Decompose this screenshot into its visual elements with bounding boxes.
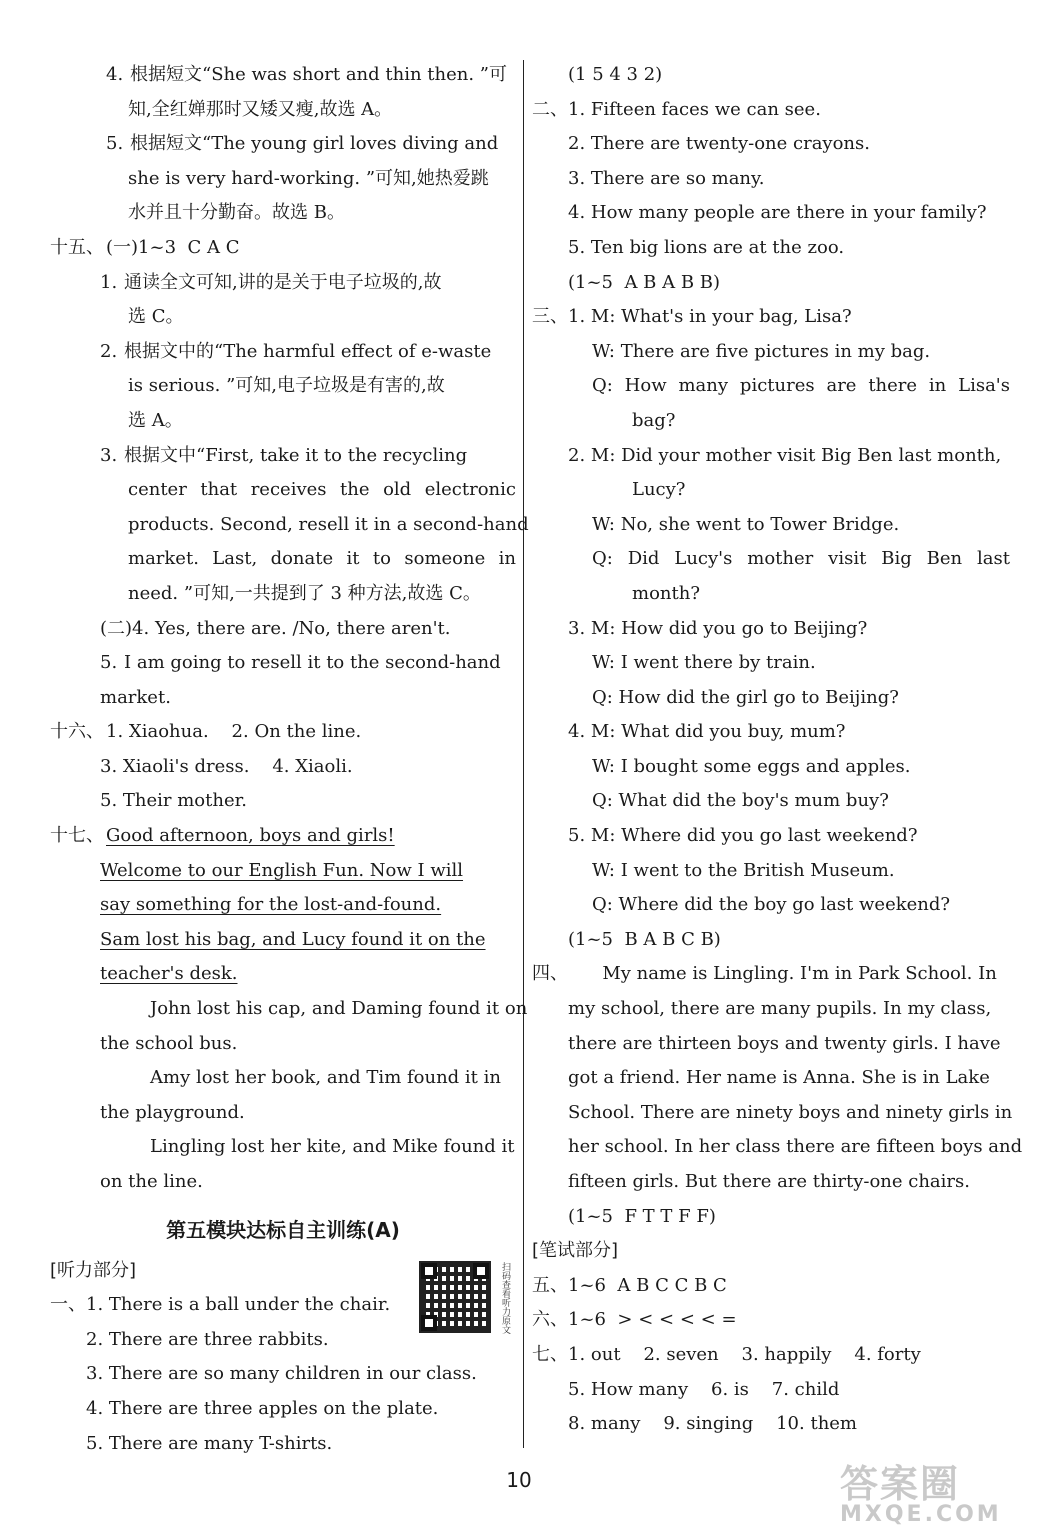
answer-line	[532, 369, 1010, 404]
line-text: (1~5 A B A B B)	[568, 271, 721, 293]
item-label: 4.	[106, 64, 124, 85]
answer-line	[50, 93, 516, 128]
line-text: got a friend. Her name is Anna. She is in Lake	[568, 1067, 990, 1089]
watermark-line2: MXQE.COM	[840, 1502, 1002, 1527]
answer-line	[532, 93, 1010, 128]
line-text: School. There are ninety boys and ninety girls in	[568, 1101, 1013, 1123]
line-text: there are thirteen boys and twenty girls. I have	[568, 1032, 1001, 1054]
line-text: need. ”可知,一共提到了 3 种方法,故选 C。	[128, 582, 481, 604]
line-text: is serious. ”可知,电子垃圾是有害的,故	[128, 375, 445, 397]
line-text: 4. How many people are there in your family?	[568, 202, 987, 224]
line-text: 3. There are so many.	[568, 167, 765, 189]
answer-line	[532, 266, 1010, 301]
line-text: W: I bought some eggs and apples.	[592, 755, 911, 777]
line-text: fifteen girls. But there are thirty-one chairs.	[568, 1171, 970, 1192]
line-text: 3. Xiaoli's dress. 4. Xiaoli.	[100, 755, 353, 777]
line-text: teacher's desk.	[100, 963, 238, 985]
answer-line	[50, 369, 516, 404]
answer-line	[50, 231, 516, 266]
answer-line	[532, 1338, 1010, 1373]
right-column	[532, 58, 1023, 1442]
line-text: she is very hard-working. ”可知,她热爱跳	[128, 167, 489, 189]
line-text: (一)1~3 C A C	[106, 236, 240, 258]
answer-line	[532, 923, 1010, 958]
answer-line	[50, 715, 516, 750]
line-text: John lost his cap, and Daming found it on	[150, 998, 528, 1020]
left-column	[50, 58, 529, 1461]
line-text: bag?	[632, 409, 676, 431]
answer-line	[532, 542, 1010, 577]
section-title: 第五模块达标自主训练(A)	[166, 1217, 400, 1242]
line-text: 通读全文可知,讲的是关于电子垃圾的,故	[124, 271, 442, 293]
answer-line	[532, 196, 1010, 231]
line-text: 5. Their mother.	[100, 790, 247, 812]
column-divider	[523, 60, 524, 1448]
answer-line	[532, 1061, 1010, 1096]
listening-line	[50, 1392, 516, 1427]
listening-line	[50, 1427, 516, 1462]
answer-line	[50, 404, 516, 439]
answer-line	[50, 300, 516, 335]
line-text: 3. M: How did you go to Beijing?	[568, 617, 868, 639]
answer-line	[50, 784, 516, 819]
line-text: the school bus.	[100, 1032, 238, 1054]
item-label: 3.	[100, 444, 118, 466]
line-text: 1. There is a ball under the chair.	[86, 1294, 391, 1316]
line-text: market. Last, donate it to someone in	[128, 548, 516, 570]
answer-line	[50, 127, 516, 162]
line-text: Q: How many pictures are there in Lisa's	[592, 375, 1010, 397]
answer-line	[532, 646, 1010, 681]
answer-line	[532, 1130, 1023, 1165]
line-text: 2. There are twenty-one crayons.	[568, 133, 870, 155]
item-label: 十五、	[50, 236, 104, 258]
answer-line	[532, 1303, 1010, 1338]
answer-line	[532, 473, 1010, 508]
answer-line	[50, 162, 516, 197]
line-text: 4. M: What did you buy, mum?	[568, 721, 846, 743]
answer-line	[50, 819, 516, 854]
line-text: W: I went to the British Museum.	[592, 859, 895, 881]
answer-line	[50, 888, 516, 923]
line-text: Q: Did Lucy's mother visit Big Ben last	[592, 548, 1010, 570]
line-text: Q: How did the girl go to Beijing?	[592, 686, 899, 708]
answer-line	[50, 196, 516, 231]
qr-code-icon[interactable]	[419, 1261, 491, 1333]
line-text: 3. There are so many children in our class.	[86, 1363, 477, 1385]
answer-line	[532, 577, 1010, 612]
line-text: on the line.	[100, 1171, 203, 1192]
line-text: 1. M: What's in your bag, Lisa?	[568, 306, 852, 328]
line-text: say something for the lost-and-found.	[100, 894, 442, 916]
answer-line	[532, 1027, 1010, 1062]
line-text: Lingling lost her kite, and Mike found it	[150, 1136, 515, 1158]
item-label: 五、	[532, 1274, 568, 1296]
answer-line	[50, 58, 516, 93]
line-text: 2. M: Did your mother visit Big Ben last month,	[568, 444, 1002, 466]
line-text: Welcome to our English Fun. Now I will	[100, 859, 464, 881]
line-text: 1~6 A B C C B C	[568, 1274, 727, 1296]
answer-line	[532, 58, 1010, 93]
line-text: (二)4. Yes, there are. /No, there aren't.	[100, 617, 451, 639]
answer-line	[50, 1130, 516, 1165]
line-text: 5. There are many T-shirts.	[86, 1432, 333, 1454]
line-text: 根据文中“First, take it to the recycling	[124, 444, 468, 466]
item-label: 5.	[100, 652, 118, 674]
answer-line	[532, 1165, 1010, 1200]
answer-line	[50, 577, 516, 612]
answer-line	[532, 127, 1010, 162]
answer-line	[50, 473, 516, 508]
line-text: Amy lost her book, and Tim found it in	[150, 1067, 501, 1089]
answer-line	[532, 300, 1010, 335]
line-text: I am going to resell it to the second-hand	[124, 652, 501, 674]
answer-line	[50, 1027, 516, 1062]
item-label: 三、	[532, 306, 568, 328]
answer-line	[50, 646, 516, 681]
qr-note: 扫码查看听力原文	[500, 1262, 510, 1334]
line-text: Q: What did the boy's mum buy?	[592, 790, 889, 812]
page-number: 10	[506, 1468, 532, 1492]
line-text: [笔试部分]	[532, 1240, 619, 1262]
item-label: 四、	[532, 963, 568, 985]
line-text: (1 5 4 3 2)	[568, 64, 663, 85]
item-label: 1.	[100, 271, 118, 293]
answer-line	[532, 750, 1010, 785]
watermark-line1: 答案圈	[840, 1462, 961, 1506]
item-label: 十七、	[50, 825, 104, 847]
answer-line	[50, 612, 516, 647]
line-text: 5. How many 6. is 7. child	[568, 1378, 840, 1400]
answer-line	[50, 923, 516, 958]
line-text: 5. Ten big lions are at the zoo.	[568, 236, 845, 258]
answer-line	[532, 404, 1010, 439]
line-text: (1~5 B A B C B)	[568, 928, 721, 950]
line-text: Good afternoon, boys and girls!	[106, 825, 395, 847]
line-text: W: There are five pictures in my bag.	[592, 340, 931, 362]
line-text: the playground.	[100, 1101, 245, 1123]
answer-line	[50, 992, 528, 1027]
answer-line	[532, 1373, 1010, 1408]
item-label: 二、	[532, 98, 568, 120]
line-text: Q: Where did the boy go last weekend?	[592, 894, 951, 916]
answer-line	[532, 439, 1010, 474]
line-text: 知,全红婵那时又矮又瘦,故选 A。	[128, 98, 393, 120]
answer-line	[532, 681, 1010, 716]
line-text: 2. There are three rabbits.	[86, 1328, 329, 1350]
answer-line	[532, 1407, 1010, 1442]
answer-line	[532, 162, 1010, 197]
answer-line	[50, 542, 516, 577]
answer-line	[50, 750, 516, 785]
answer-line	[532, 612, 1010, 647]
item-label: 一、	[50, 1294, 86, 1316]
line-text: (1~5 F T T F F)	[568, 1205, 716, 1227]
line-text: 1~6 > < < < < =	[568, 1309, 737, 1331]
answer-line	[50, 854, 516, 889]
answer-line	[50, 439, 516, 474]
answer-line	[532, 715, 1010, 750]
line-text: 1. Xiaohua. 2. On the line.	[106, 721, 362, 743]
answer-line	[50, 1165, 516, 1200]
line-text: 选 C。	[128, 306, 184, 328]
line-text: 1. Fifteen faces we can see.	[568, 98, 821, 120]
line-text: Sam lost his bag, and Lucy found it on the	[100, 928, 486, 950]
line-text: market.	[100, 686, 171, 708]
line-text: 水并且十分勤奋。故选 B。	[128, 202, 345, 224]
answer-line	[50, 1096, 516, 1131]
answer-line	[50, 508, 529, 543]
line-text: W: No, she went to Tower Bridge.	[592, 513, 900, 535]
answer-line	[50, 681, 516, 716]
line-text: products. Second, resell it in a second-hand	[128, 513, 529, 535]
answer-line	[532, 854, 1010, 889]
item-label: 六、	[532, 1309, 568, 1331]
line-text: 4. There are three apples on the plate.	[86, 1397, 439, 1419]
answer-line	[532, 1096, 1013, 1131]
answer-line	[532, 508, 1010, 543]
line-text: my school, there are many pupils. In my class,	[568, 998, 992, 1020]
line-text: 选 A。	[128, 409, 183, 431]
listening-label: [听力部分]	[50, 1259, 137, 1281]
answer-line	[532, 1200, 1010, 1235]
answer-line	[532, 819, 1010, 854]
line-text: 根据短文“The young girl loves diving and	[130, 133, 499, 155]
line-text: 8. many 9. singing 10. them	[568, 1413, 858, 1435]
answer-line	[532, 1234, 1010, 1269]
answer-line	[50, 266, 516, 301]
line-text: Lucy?	[632, 479, 686, 501]
line-text: W: I went there by train.	[592, 652, 816, 674]
line-text: 根据文中的“The harmful effect of e-waste	[124, 340, 492, 362]
item-label: 十六、	[50, 721, 104, 743]
line-text: her school. In her class there are fifteen boys and	[568, 1136, 1023, 1158]
answer-line	[532, 957, 1010, 992]
item-label: 七、	[532, 1343, 568, 1365]
line-text: My name is Lingling. I'm in Park School. In	[568, 963, 997, 985]
answer-line	[50, 957, 516, 992]
line-text: 1. out 2. seven 3. happily 4. forty	[568, 1343, 921, 1365]
answer-line	[532, 231, 1010, 266]
answer-line	[532, 1269, 1010, 1304]
answer-line	[50, 1061, 516, 1096]
answer-line	[532, 888, 1010, 923]
line-text: center that receives the old electronic	[128, 479, 516, 501]
line-text: 5. M: Where did you go last weekend?	[568, 825, 918, 847]
answer-line	[532, 335, 1010, 370]
watermark-logo	[840, 1453, 1030, 1533]
item-label: 2.	[100, 340, 118, 362]
item-label: 5.	[106, 133, 124, 155]
answer-line	[532, 784, 1010, 819]
answer-line	[50, 335, 516, 370]
listening-line	[50, 1357, 516, 1392]
line-text: 根据短文“She was short and thin then. ”可	[130, 64, 508, 85]
answer-line	[532, 992, 1010, 1027]
line-text: month?	[632, 582, 700, 604]
